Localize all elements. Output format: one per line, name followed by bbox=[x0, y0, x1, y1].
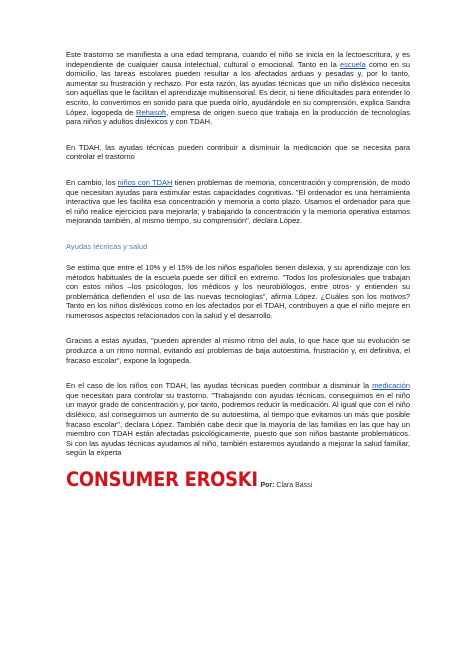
text-run: , empresa de origen sueco que trabaja en la producción de tecnologías para niños y adultos disléxicos y con TDAH. bbox=[66, 107, 410, 127]
link-rehasoft[interactable]: Rehasoft bbox=[136, 107, 167, 117]
paragraph-tdah-summary: En TDAH, las ayudas técnicas pueden contribuir a disminuir la medicación que se necesita para controlar el trastorno bbox=[66, 142, 410, 162]
section-heading: Ayudas técnicas y salud bbox=[66, 241, 148, 251]
consumer-eroski-logo: CONSUMER EROSKI bbox=[66, 468, 258, 491]
paragraph-medication bbox=[66, 381, 410, 458]
author-label: Por: bbox=[260, 482, 275, 489]
paragraph-dyslexia-intro bbox=[66, 50, 410, 127]
text-run: que necesitan para controlar su trastorno. "Trabajando con ayudas técnicas, conseguimos en el niño un mayor grado de concentración y, por tanto, podremos reducir la medicación. Al igual que con el niño disléxico, así conseguimos un aumento de su autoestima, al tiempo que evitamos un más que posible fracaso escolar", declara López. También cabe decir que la mayoría de las familias en las que hay un miembro con TDAH están afectadas psicológicamente, puesto que son niños bastante problemáticos. Si con las ayudas técnicas ayudamos al niño, también estaremos ayudando a mejorar la salud familiar, según la experta bbox=[66, 390, 410, 458]
text-run: En el caso de los niños con TDAH, las ayudas técnicas pueden contribuir a disminuir la bbox=[66, 381, 373, 391]
link-ninos-con-tdah[interactable]: niños con TDAH bbox=[117, 177, 173, 187]
text-run: como en su domicilio, las tareas escolares pueden resultar a los afectados arduas y pesadas y, por lo tanto, aumentar su frustración y rechazo. Por esta razón, las ayudas técnicas que un niño disléxico necesita son aquéllas que le facilitan el aprendizaje multisensorial. Es decir, si tiene dificultades para entender lo escrito, lo convertimos en sonido para que pueda oírlo, ayudándole en su comprensión, explica Sandra López, logopeda de bbox=[66, 59, 410, 117]
article-body bbox=[66, 50, 410, 490]
link-medicacion[interactable]: medicación bbox=[372, 381, 410, 391]
text-run: Este trastorno se manifiesta a una edad temprana, cuando el niño se inicia en la lectoescritura, y es independiente de cualquier causa intelectual, cultural o emocional. Tanto en la bbox=[66, 50, 410, 69]
paragraph-benefits: Gracias a estas ayudas, "pueden aprender al mismo ritmo del aula, lo que hace que su evolución se produzca a un ritmo normal, evitando así problemas de baja autoestima, frustración y, en definitiva, el fracaso escolar", expone la logopeda. bbox=[66, 336, 410, 365]
link-escuela[interactable]: escuela bbox=[339, 59, 366, 69]
text-run: tienen problemas de memoria, concentración y comprensión, de modo que necesitan ayudas para estimular estas capacidades cognitivas. "El ordenador es una herramienta interactiva que les facilita esa concentración y memoria a corto plazo. Usamos el ordenador para que el niño realice ejercicios para mejorarla; y trabajando la concentración y la memoria operativa estamos mejorando también, al mismo tiempo, su comprensión", declara López. bbox=[66, 177, 410, 226]
paragraph-statistics: Se estima que entre el 10% y el 15% de los niños españoles tienen dislexia, y su aprendizaje con los métodos habituales de la escuela puede ser difícil en extremo. "Todos los profesionales que trabajan con estos niños –los psicólogos, los médicos y los neurobiólogos, entre otros- y entienden su problemática defienden el uso de las nuevas tecnologías", afirma López. ¿Cuáles son los motivos? Tanto en los niños disléxicos como en los afectados por el TDAH, contribuyen a que el niño mejore en numerosos aspectos relacionados con la salud y el desarrollo. bbox=[66, 262, 410, 320]
text-run: En cambio, los bbox=[66, 177, 118, 187]
author-credit bbox=[260, 482, 312, 489]
paragraph-tdah-memory bbox=[66, 178, 410, 226]
author-name: Clara Bassi bbox=[276, 482, 313, 489]
source-credit bbox=[66, 470, 410, 490]
